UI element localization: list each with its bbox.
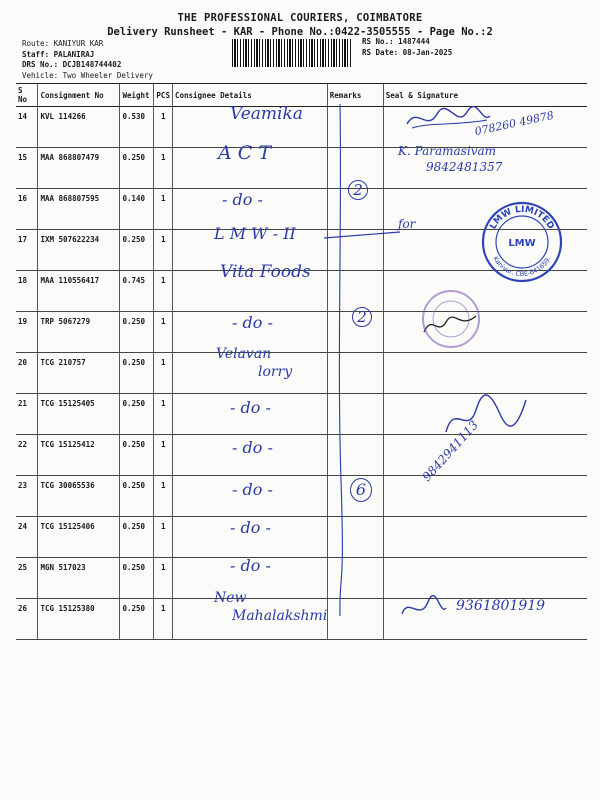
col-consignee-details: Consignee Details <box>172 84 327 107</box>
seal-top-text: LMW LIMITED <box>488 204 556 232</box>
cell-sno: 23 <box>16 476 38 517</box>
cell-weight: 0.250 <box>120 230 154 271</box>
drs-label: DRS No.: <box>22 60 59 69</box>
cell-pcs: 1 <box>154 476 173 517</box>
hw-consignee-17: L M W - II <box>214 224 296 243</box>
vehicle-value: Two Wheeler Delivery <box>62 70 153 80</box>
vehicle-label: Vehicle: <box>22 70 59 80</box>
cell-pcs: 1 <box>154 558 173 599</box>
cell-consignment-no: IXM 507622234 <box>38 230 120 271</box>
cell-sno: 24 <box>16 517 38 558</box>
table-row <box>16 476 587 517</box>
cell-consignment-no: TCG 15125412 <box>38 435 120 476</box>
hw-consignee-21: - do - <box>230 398 271 417</box>
staff-label: Staff: <box>22 49 50 59</box>
cell-sno: 19 <box>16 312 38 353</box>
cell-consignment-no: TCG 210757 <box>38 353 120 394</box>
rs-no-label: RS No.: <box>362 37 394 46</box>
hw-remark-16: 2 <box>348 180 368 200</box>
hw-consignee-16: - do - <box>222 190 263 209</box>
company-title: THE PROFESSIONAL COURIERS, COIMBATORE <box>177 12 423 24</box>
table-row <box>16 312 587 353</box>
cell-sno: 21 <box>16 394 38 435</box>
cell-consignment-no: MAA 110556417 <box>38 271 120 312</box>
company-seal-stamp <box>480 200 564 284</box>
cell-seal-signature <box>383 517 587 558</box>
col-remarks: Remarks <box>327 84 383 107</box>
hw-consignee-19: - do - <box>232 313 273 332</box>
rs-date-label: RS Date: <box>362 47 399 57</box>
hw-sig-15-phone: 9842481357 <box>426 160 503 174</box>
cell-pcs: 1 <box>154 189 173 230</box>
cell-consignment-no: TCG 30065536 <box>38 476 120 517</box>
cell-pcs: 1 <box>154 148 173 189</box>
hw-consignee-24: - do - <box>230 518 271 537</box>
cell-sno: 26 <box>16 599 38 640</box>
hw-remark-23: 6 <box>350 478 372 502</box>
cell-pcs: 1 <box>154 394 173 435</box>
cell-weight: 0.250 <box>120 312 154 353</box>
cell-consignment-no: MGN 517023 <box>38 558 120 599</box>
rs-no-value: 1487444 <box>398 37 430 46</box>
barcode <box>232 39 352 67</box>
cell-pcs: 1 <box>154 107 173 148</box>
hw-sig-26-phone: 9361801919 <box>456 598 546 614</box>
hw-consignee-26a: New <box>214 590 247 606</box>
col-seal-signature: Seal & Signature <box>383 84 587 107</box>
hw-remark-19: 2 <box>352 307 372 327</box>
hw-sig-14-phone: 078260 49878 <box>473 108 555 139</box>
cell-sno: 20 <box>16 353 38 394</box>
cell-sno: 15 <box>16 148 38 189</box>
cell-pcs: 1 <box>154 599 173 640</box>
cell-weight: 0.140 <box>120 189 154 230</box>
svg-text:LMW LIMITED <box>488 205 555 231</box>
cell-consignment-no: MAA 868807595 <box>38 189 120 230</box>
staff-value: PALANIRAJ <box>53 49 95 59</box>
hw-consignee-22: - do - <box>232 438 273 457</box>
drs-value: DCJB148744402 <box>62 60 122 69</box>
cell-weight: 0.250 <box>120 353 154 394</box>
table-row <box>16 558 587 599</box>
seal-bottom-text: Kaniyur, CBE-641659. <box>491 255 553 279</box>
faded-purple-seal <box>420 288 482 350</box>
cell-pcs: 1 <box>154 230 173 271</box>
header-meta-right <box>362 37 452 58</box>
cell-weight: 0.745 <box>120 271 154 312</box>
cell-weight: 0.530 <box>120 107 154 148</box>
hw-consignee-18: Vita Foods <box>220 262 311 282</box>
hw-consignee-14: Veamika <box>230 104 303 124</box>
col-consignment-no: Consignment No <box>38 84 120 107</box>
hw-consignee-20a: Velavan <box>216 346 272 362</box>
cell-pcs: 1 <box>154 517 173 558</box>
cell-consignment-no: TCG 15125380 <box>38 599 120 640</box>
seal-center-text: LMW <box>508 238 536 249</box>
cell-pcs: 1 <box>154 353 173 394</box>
cell-consignment-no: TCG 15125405 <box>38 394 120 435</box>
table-row <box>16 517 587 558</box>
hw-consignee-26b: Mahalakshmi <box>232 608 328 624</box>
cell-weight: 0.250 <box>120 517 154 558</box>
col-sno: S No <box>16 84 38 107</box>
cell-weight: 0.250 <box>120 394 154 435</box>
cell-sno: 14 <box>16 107 38 148</box>
cell-weight: 0.250 <box>120 599 154 640</box>
cell-seal-signature <box>383 312 587 353</box>
cell-weight: 0.250 <box>120 435 154 476</box>
cell-pcs: 1 <box>154 312 173 353</box>
cell-sno: 18 <box>16 271 38 312</box>
cell-weight: 0.250 <box>120 148 154 189</box>
cell-weight: 0.250 <box>120 476 154 517</box>
route-value: KANIYUR KAR <box>53 39 104 48</box>
cell-sno: 25 <box>16 558 38 599</box>
cell-consignment-no: MAA 868807479 <box>38 148 120 189</box>
cell-seal-signature <box>383 476 587 517</box>
hw-consignee-23: - do - <box>232 480 273 499</box>
cell-seal-signature <box>383 558 587 599</box>
cell-weight: 0.250 <box>120 558 154 599</box>
signature-scribble-26 <box>398 594 448 624</box>
route-label: Route: <box>22 39 50 48</box>
hw-consignee-25: - do - <box>230 556 271 575</box>
hw-consignee-20b: lorry <box>258 364 293 380</box>
hw-sig-17-for: for <box>398 217 416 231</box>
rs-date-value: 08-Jan-2025 <box>402 47 453 57</box>
cell-seal-signature <box>383 353 587 394</box>
cell-sno: 16 <box>16 189 38 230</box>
header-meta-left <box>22 39 153 81</box>
col-pcs: PCS <box>154 84 173 107</box>
cell-pcs: 1 <box>154 435 173 476</box>
remarks-pen-line <box>334 100 346 620</box>
col-weight: Weight <box>120 84 154 107</box>
cell-consignment-no: TCG 15125406 <box>38 517 120 558</box>
hw-sig-23-phone: 9842941113 <box>419 417 482 484</box>
cell-sno: 22 <box>16 435 38 476</box>
cell-consignment-no: KVL 114266 <box>38 107 120 148</box>
signature-scribble-21 <box>440 392 530 442</box>
hw-sig-15-name: K. Paramasivam <box>398 144 497 158</box>
runsheet-title: Delivery Runsheet - KAR - Phone No.:0422-3505555 - Page No.:2 <box>107 26 493 38</box>
hw-consignee-15: A C T <box>218 142 272 164</box>
cell-sno: 17 <box>16 230 38 271</box>
cell-consignment-no: TRP 5067279 <box>38 312 120 353</box>
table-row <box>16 353 587 394</box>
cell-pcs: 1 <box>154 271 173 312</box>
